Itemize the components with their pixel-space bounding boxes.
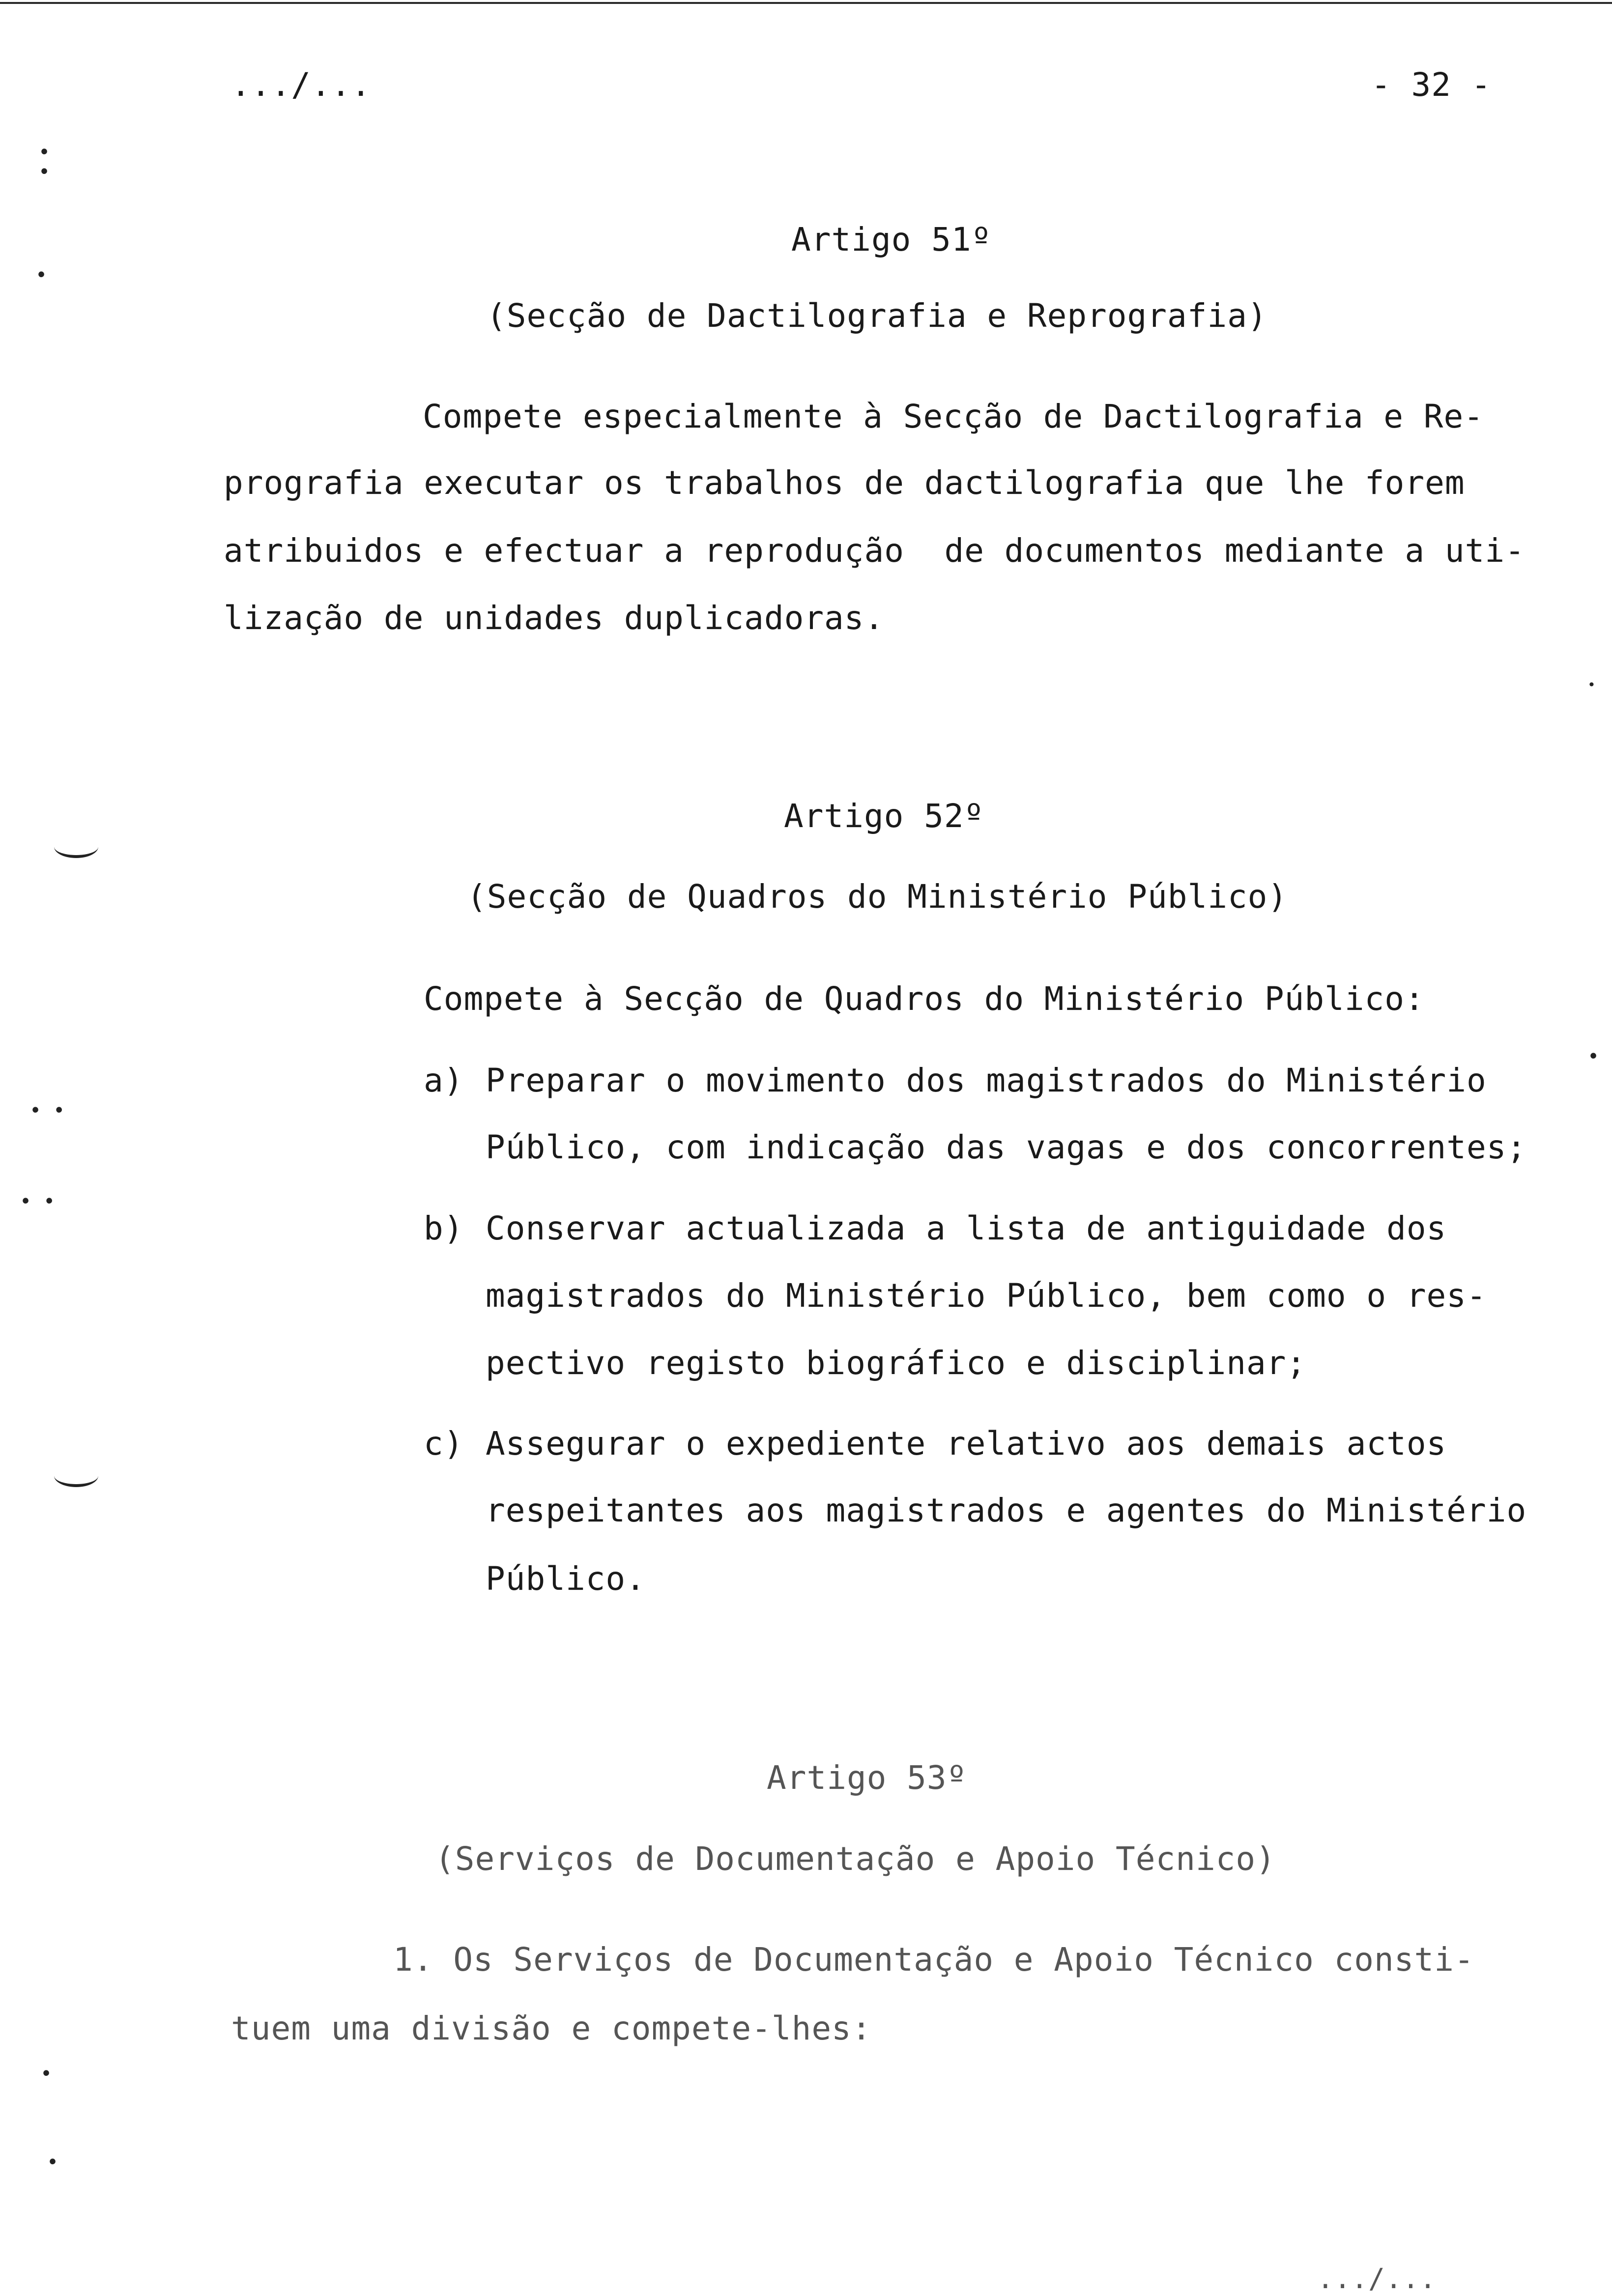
list-item-b-line: pectivo registo biográfico e disciplinar; [486,1344,1307,1382]
article-51-line: lização de unidades duplicadoras. [224,599,885,637]
list-item-c-line: Assegurar o expediente relativo aos demais actos [486,1425,1447,1463]
article-51-line: prografia executar os trabalhos de dactilografia que lhe forem [224,464,1465,502]
margin-speck: • [38,161,51,183]
list-item-b-line: Conservar actualizada a lista de antiguidade dos [486,1209,1447,1247]
margin-speck: • [1587,677,1596,693]
margin-speck: • • [20,1190,56,1213]
list-item-c-line: Público. [486,1560,646,1598]
article-51-subtitle: (Secção de Dactilografia e Reprografia) [487,297,1267,335]
margin-speck: • [35,264,48,287]
article-51-title: Artigo 51º [791,221,992,258]
article-53-line: tuem uma divisão e compete-lhes: [231,2009,872,2047]
punch-hole-mark [54,835,98,858]
article-52-intro: Compete à Secção de Quadros do Ministério Público: [424,980,1425,1018]
punch-hole-mark [54,1464,98,1487]
continuation-mark-bottom: .../... [1317,2263,1437,2295]
margin-speck: • [1587,1045,1600,1068]
list-item-marker-c: c) [424,1425,464,1463]
article-53-title: Artigo 53º [767,1759,967,1797]
margin-speck: • [40,2063,53,2085]
list-item-b-line: magistrados do Ministério Público, bem como o res- [486,1277,1487,1315]
page-number: - 32 - [1371,66,1492,104]
margin-speck: • [47,2151,59,2174]
article-52-subtitle: (Secção de Quadros do Ministério Público) [467,878,1288,916]
article-53-subtitle: (Serviços de Documentação e Apoio Técnico) [435,1840,1276,1878]
list-item-marker-b: b) [424,1209,464,1247]
list-item-marker-a: a) [424,1062,464,1099]
article-52-title: Artigo 52º [784,797,984,835]
top-edge-rule [0,2,1612,4]
article-51-line: Compete especialmente à Secção de Dactilografia e Re- [423,398,1484,435]
list-item-c-line: respeitantes aos magistrados e agentes do Ministério [486,1492,1527,1529]
article-51-line: atribuidos e efectuar a reprodução de documentos mediante a uti- [224,532,1525,570]
continuation-mark-top: .../... [231,66,372,104]
margin-speck: • [38,141,51,164]
list-item-a-line: Preparar o movimento dos magistrados do Ministério [486,1062,1487,1099]
article-53-line: 1. Os Serviços de Documentação e Apoio Técnico consti- [393,1941,1474,1979]
margin-speck: • • [29,1099,65,1122]
list-item-a-line: Público, com indicação das vagas e dos concorrentes; [486,1128,1527,1166]
